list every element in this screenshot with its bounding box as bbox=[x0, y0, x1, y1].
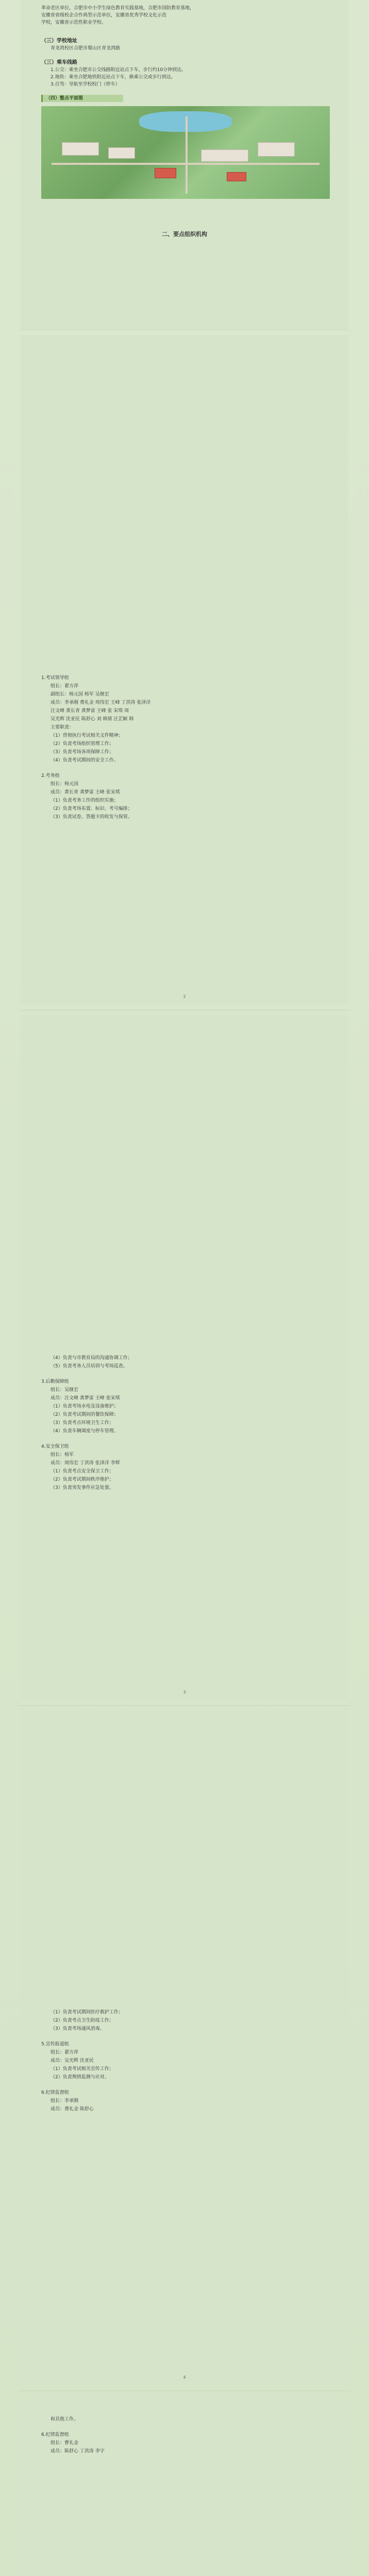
page-2 bbox=[21, 335, 348, 1005]
org-item: 4.安全保卫组 bbox=[41, 1444, 69, 1449]
org-text: （1）负责考务工作的组织实施； bbox=[51, 798, 119, 803]
org-text: （3）负责考点环境卫生工作； bbox=[51, 1420, 114, 1426]
route-text: 2.地铁：乘坐合肥地铁附近站点下车，换乘公交或步行到达。 bbox=[51, 75, 176, 80]
org-text: 组长：曹礼金 bbox=[51, 2441, 79, 2446]
org-text: 组长：翟方萍 bbox=[51, 684, 79, 689]
org-item: 3.后勤保障组 bbox=[41, 1379, 69, 1384]
org-text: （3）负责试卷、答题卡的收发与保管。 bbox=[51, 815, 132, 820]
org-text: 汪文峰 黄长青 龚梦雷 王峰 张 宋琪 周 bbox=[51, 708, 129, 714]
page-divider bbox=[19, 1705, 350, 1706]
org-text: 成员：汪文峰 黄梦雷 王峰 张宋琪 bbox=[51, 1396, 120, 1401]
org-item: 2.考务组 bbox=[41, 773, 60, 778]
org-text: 组长：杨元国 bbox=[51, 782, 79, 787]
org-text: （2）负责考场布置、标识、考号编排； bbox=[51, 806, 132, 811]
org-text: （4）负责考试期间的安全工作。 bbox=[51, 758, 119, 763]
org-text: 成员：李承刚 费礼金 周伟宏 王峰 丁洪涛 张泽洋 bbox=[51, 700, 151, 705]
org-text: （3）负责突发事件应急处置。 bbox=[51, 1485, 114, 1490]
section-title: 二、要点组织机构 bbox=[162, 231, 207, 238]
campus-map bbox=[41, 106, 330, 199]
map-heading: （四）整点平面图 bbox=[41, 95, 123, 102]
route-text: 1.公交：乘坐合肥市公交线路附近站点下车，步行约10分钟到达。 bbox=[51, 67, 187, 73]
intro-line: 革命老区单位，合肥市中小学生绿色教育实践基地，合肥市国防教育基地， bbox=[41, 6, 195, 11]
org-text: （1）负责考场水电及设备维护； bbox=[51, 1404, 119, 1409]
org-item: 6.纪律监督组 bbox=[41, 2432, 69, 2437]
org-text: （2）负责舆情监测与应对。 bbox=[51, 2075, 109, 2080]
org-text: （4）负责车辆调度与停车管理。 bbox=[51, 1429, 119, 1434]
org-text: （3）负责考场各项保障工作； bbox=[51, 750, 114, 755]
org-text: 组长：李承刚 bbox=[51, 2098, 79, 2104]
org-text: 和其他工作。 bbox=[51, 2417, 79, 2422]
org-text: （2）负责考试期间的餐饮保障； bbox=[51, 1412, 119, 1417]
org-text: 主要职责： bbox=[51, 725, 74, 730]
org-text: （4）负责与市教育局的沟通协调工作； bbox=[51, 1355, 132, 1361]
org-text: （1）负责考试期间医疗救护工作； bbox=[51, 2010, 123, 2015]
page-5 bbox=[21, 2396, 348, 2576]
org-item: 6.纪律监督组 bbox=[41, 2090, 69, 2095]
org-text: （2）负责考场组织管理工作； bbox=[51, 741, 114, 747]
org-text: 成员：黄长青 龚梦雷 王峰 张宋琪 bbox=[51, 790, 120, 795]
route-heading: （三）乘车线路 bbox=[41, 60, 77, 65]
org-item: 1.考试领导组 bbox=[41, 675, 69, 681]
page-number: 2 bbox=[183, 994, 186, 999]
org-text: （1）贯彻执行考试相关文件精神； bbox=[51, 733, 123, 738]
org-text: 成员：吴光辉 沈亚民 bbox=[51, 2058, 94, 2063]
org-text: 成员：陈舒心 丁洪涛 李宇 bbox=[51, 2449, 105, 2454]
org-text: 组长：翟方萍 bbox=[51, 2050, 79, 2055]
page-4 bbox=[21, 1710, 348, 2385]
org-text: 组长：吴继宏 bbox=[51, 1387, 79, 1393]
org-text: 成员：费礼金 陈舒心 bbox=[51, 2107, 94, 2112]
org-text: （1）负责考试相关宣传工作； bbox=[51, 2066, 114, 2072]
org-text: 副组长：杨元国 杨军 吴继宏 bbox=[51, 692, 109, 697]
org-text: （3）负责考场通风消毒。 bbox=[51, 2026, 105, 2031]
address-heading: （三）学校地址 bbox=[41, 38, 77, 44]
org-text: 吴光辉 沈亚民 陈舒心 刘 韩倩 汪芷颖 韩 bbox=[51, 717, 134, 722]
org-item: 5.宣传报道组 bbox=[41, 2042, 69, 2047]
org-text: 成员：周伟宏 丁洪涛 张泽洋 李辉 bbox=[51, 1461, 120, 1466]
org-text: （2）负责考试期间秩序维护； bbox=[51, 1477, 114, 1482]
org-text: （5）负责考务人员培训与考场巡查。 bbox=[51, 1364, 128, 1369]
intro-line: 安徽省省级校企合作典型示范单位，安徽省优秀学校文化示范 bbox=[41, 13, 167, 18]
page-number: 4 bbox=[183, 2375, 186, 2380]
address-text: 青龙湾校区合肥市蜀山区青龙湾路 bbox=[51, 46, 121, 51]
org-text: （1）负责考点安全保卫工作； bbox=[51, 1469, 114, 1474]
org-text: 组长：杨军 bbox=[51, 1452, 74, 1458]
page-number: 3 bbox=[183, 1690, 186, 1694]
org-text: （2）负责考点卫生防疫工作； bbox=[51, 2018, 114, 2023]
intro-line: 学校，安徽省示范性职业学校。 bbox=[41, 20, 107, 25]
route-text: 3.自驾：导航至学校校门（停车） bbox=[51, 82, 120, 87]
